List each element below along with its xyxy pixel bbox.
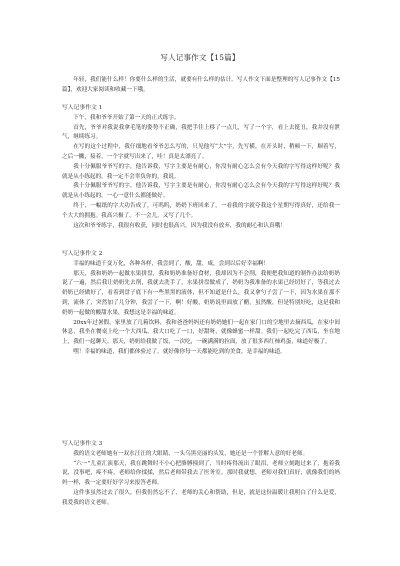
paragraph: 我十分佩服爷爷写的字，他告诉我，写字主要是有耐心，你没有耐心怎么会有今天我的字写得这样好呢？我就是从小练起的。我一定不会辜负你的，我说。 [62,163,340,180]
intro-paragraph: 年轻，我们能什么样！你要什么样的生活，就要有什么样的估计。写人作文下面是整理的写人记事作文【15篇】，欢迎大家阅读和收藏一下哦。 [62,77,340,93]
paragraph: 在写的这个过程中，我仔细地看爷爷怎么写的，只见他写“大”字，先写横，在开头时，稍顿一下，顺着写，之后一撇，接着，一个字就写出来了，哇！真是太漂亮了。 [62,144,340,160]
paragraph: 这次和爷爷练字，我很有收获，同时也很高兴，因为我没有放弃，我的耐心和认真哦！ [73,222,286,229]
paragraph: 那天，我和奶奶一起做水果拼盘，我和奶奶准备好食材，我却因为不会削，我便把我知道的制作办法给奶奶说了一遍，然后我让奶奶先去削，我就去洗手了，水果拼盘做成了，奶奶为我准备的水果已经切好了，等我过去奶奶已经做好了，看着到盘子底下有一些黑黑的液体，但不知道是什么，我又拿勺子尝了一下，因为水果在那不到，流体了，突然加了几分钟，我尝了一下，啊！好酸，奶奶说里面放了醋，虽然酸，但是特别好吃，这是我和奶奶一起做的酸甜水果，我想这是幸福的味道。 [62,270,340,316]
section-3 [62,440,340,509]
intro-block [62,76,340,96]
paragraph: 嘿！幸福的味道，我们都体验过了，就好像你每一天都能吃到的美食，是幸福的味道。 [73,348,286,355]
section-heading: 写人记事作文 2 [62,251,103,257]
section-2 [62,250,340,358]
paragraph: 我十分佩服爷爷写的字，他告诉我，写字主要是有耐心，你没有耐心怎么会有今天我的字写得这样好呢？我就是从小练起的。一心一意什么都能做好。 [62,183,340,200]
paragraph: 我的语文老师她有一双水汪汪的大眼睛，一头乌黑亮丽的头发，她还是一个普解人意的好老师。 [73,450,309,457]
document-title: 写人记事作文【15篇】 [160,53,240,62]
paragraph: 终于，一幅纸的字大功告成了，可呜呜，奶奶下班回来了，一看我的字就夸我这个星期写得真好，还给我一个大大的拥抱。我高兴极了，不一会儿，又写了几个。 [62,202,340,219]
paragraph: 20xx年过暑假，家里放了几箱饮料，我和爸爸妈妈还有奶奶她们一起在家门口的空地里去摘西瓜，在家中间休息，我坐在餐桌上吃一个大西瓜，我大口吃了一口，好甜呀，就像蜂蜜一样甜。我们一起吃完了西瓜，坐在地上，我们一起聊天。那天，奶奶给我做了饭，一次吃，一碗满满的拉面，放了很多西红柿鸡蛋，味道好极了。 [62,319,340,346]
paragraph: 下午，我和爷爷开始了第一天的正式练字。 [73,114,180,121]
paragraph: 幸福的味道千变万化，各种各样，我尝到了，酸，甜，咸，尝到以后好幸福啊！ [73,260,269,267]
paragraph: “六一”儿童汇演那天，我在跳舞时不小心把胳膊撞到了，当时疼得流出了眼泪，老师立刻跑过来了，抱着我说，没事吧，疼不疼，老师给你揉揉，然后老师带我去了医务室。那时我就想，老师对我们真好，就像我们的妈妈一样，我一定要好好学习来报答老师。 [62,460,340,487]
paragraph: 首先，爷爷对我说我拿毛笔的姿势不正确，我把手往上移了一点儿，写了一个字，看上去挺丑，我并没有泄气，继续练习。 [62,124,340,141]
section-1 [62,104,340,231]
section-heading: 写人记事作文 3 [62,441,103,447]
paragraph: 这件事虽然过去了很久，但我仍然忘不了，老师的关心和帮助，但是，就是这份温暖让我明白了什么是爱，我爱我的语文老师。 [62,489,340,506]
section-heading: 写人记事作文 1 [62,105,103,111]
